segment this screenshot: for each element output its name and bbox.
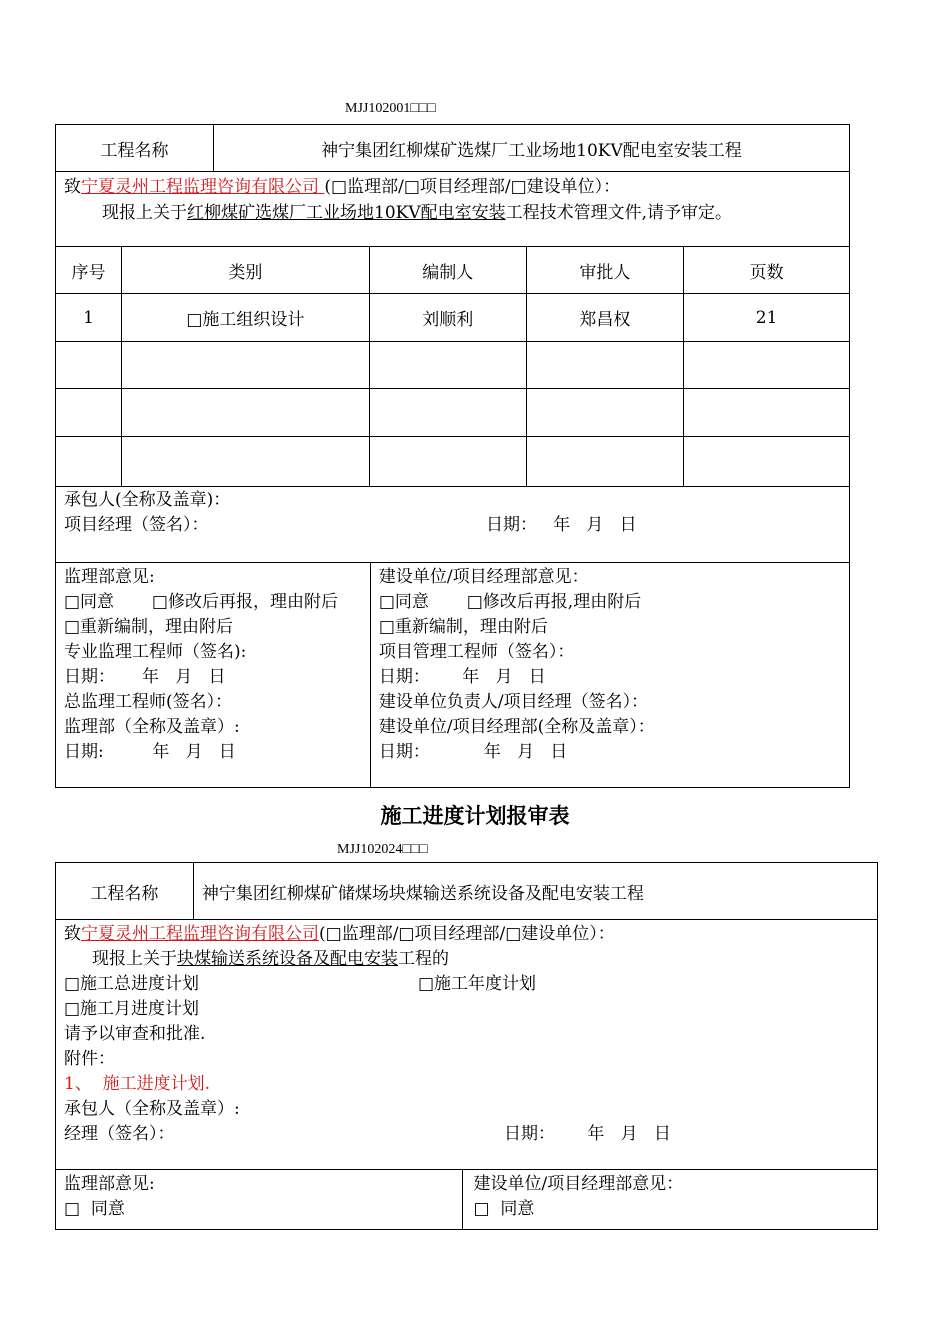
opinion-line: 建设单位/项目经理部(全称及盖章）：: [378, 717, 655, 737]
contractor-date: 日期： 年 月 日: [504, 1124, 671, 1144]
table-row: [56, 294, 850, 342]
cell-approver: 郑昌权: [526, 294, 684, 342]
cell-author: 刘顺利: [369, 294, 526, 342]
check-annual-schedule[interactable]: □施工年度计划: [418, 974, 537, 994]
report-prefix: 现报上关于: [92, 949, 177, 969]
to-prefix: 致: [64, 177, 81, 197]
opinion-line: 日期： 年 月 日: [64, 667, 226, 687]
manager-label: 经理（签名）：: [64, 1124, 175, 1144]
opinion-line: 监理部意见:: [64, 1174, 155, 1194]
supervisor-opinion: [56, 563, 371, 788]
check-monthly-schedule[interactable]: □施工月进度计划: [64, 999, 200, 1019]
cell-author: [369, 342, 526, 389]
cell-seq: [56, 437, 122, 487]
header-category: 类别: [121, 247, 369, 294]
table-header-row: [56, 247, 850, 294]
opinion-line: 日期： 年 月 日: [378, 667, 546, 687]
cell-seq: [56, 342, 122, 389]
cell-seq: 1: [56, 294, 122, 342]
contractor-label: 承包人(全称及盖章)：: [64, 490, 231, 510]
cell-approver: [526, 437, 684, 487]
manager-label: 项目经理（签名）：: [64, 515, 209, 535]
opinion-line: □ 同意: [473, 1199, 535, 1219]
opinion-line: 建设单位/项目经理部意见：: [378, 567, 589, 587]
attachment-item: 1、 施工进度计划.: [64, 1074, 211, 1094]
owner-opinion: [463, 1170, 878, 1230]
table-row: [56, 389, 850, 437]
report-subject: 红柳煤矿选煤厂工业场地10KV配电室安装: [187, 203, 506, 223]
report-suffix: 工程的: [398, 949, 449, 969]
request-text: 请予以审查和批准.: [64, 1024, 206, 1044]
contractor-label: 承包人（全称及盖章）:: [64, 1099, 240, 1119]
form1-code: MJJ102001□□□: [345, 101, 436, 116]
form2-title: 施工进度计划报审表: [380, 804, 570, 828]
supervisor-company: 宁夏灵州工程监理咨询有限公司: [81, 924, 319, 944]
project-name: 神宁集团红柳煤矿选煤厂工业场地10KV配电室安装工程: [213, 125, 849, 172]
contractor-date: 日期： 年 月 日: [486, 515, 637, 535]
cell-category: [121, 437, 369, 487]
submission-cell: [56, 172, 850, 247]
supervisor-opinion: [56, 1170, 463, 1230]
opinion-line: 监理部意见:: [64, 567, 155, 587]
report-suffix: 工程技术管理文件,请予审定。: [505, 203, 733, 223]
submission-cell: [56, 920, 878, 1170]
header-author: 编制人: [369, 247, 526, 294]
cell-category: [121, 342, 369, 389]
opinion-line: 专业监理工程师（签名):: [64, 642, 247, 662]
table-row: [56, 342, 850, 389]
cell-approver: [526, 342, 684, 389]
opinion-line: 建设单位/项目经理部意见：: [473, 1174, 684, 1194]
opinion-line: 监理部（全称及盖章）:: [64, 717, 240, 737]
report-prefix: 现报上关于: [102, 203, 187, 223]
form1-table: [55, 124, 850, 788]
opinion-line: □同意 □修改后再报,理由附后: [378, 592, 642, 612]
form2-table: [55, 862, 878, 1230]
cell-seq: [56, 389, 122, 437]
check-total-schedule[interactable]: □施工总进度计划: [64, 974, 200, 994]
opinion-line: 总监理工程师(签名）：: [64, 692, 233, 712]
cell-category: □施工组织设计: [121, 294, 369, 342]
project-label: 工程名称: [56, 863, 194, 920]
cell-pages: [684, 389, 850, 437]
opinion-line: □重新编制，理由附后: [64, 617, 234, 637]
cell-author: [369, 389, 526, 437]
cell-pages: [684, 342, 850, 389]
cell-category: [121, 389, 369, 437]
opinion-line: 项目管理工程师（签名）：: [378, 642, 575, 662]
to-prefix: 致: [64, 924, 81, 944]
header-approver: 审批人: [526, 247, 684, 294]
project-name: 神宁集团红柳煤矿储煤场块煤输送系统设备及配电安装工程: [193, 863, 877, 920]
opinion-line: 日期: 年 月 日: [64, 742, 236, 762]
contractor-cell: [56, 487, 850, 563]
opinion-line: □ 同意: [64, 1199, 125, 1219]
cell-pages: [684, 437, 850, 487]
recipient-options: (□监理部/□项目经理部/□建设单位）：: [319, 924, 615, 944]
cell-pages: 21: [684, 294, 850, 342]
header-seq: 序号: [56, 247, 122, 294]
opinion-line: 建设单位负责人/项目经理（签名）：: [378, 692, 649, 712]
owner-opinion: [370, 563, 849, 788]
opinion-line: □同意 □修改后再报，理由附后: [64, 592, 338, 612]
recipient-options: (□监理部/□项目经理部/□建设单位）：: [324, 177, 621, 197]
project-label: 工程名称: [56, 125, 214, 172]
opinion-line: 日期： 年 月 日: [378, 742, 568, 762]
table-row: [56, 437, 850, 487]
form2-code: MJJ102024□□□: [337, 842, 428, 857]
cell-approver: [526, 389, 684, 437]
supervisor-company: 宁夏灵州工程监理咨询有限公司: [81, 177, 325, 197]
opinion-line: □重新编制，理由附后: [378, 617, 548, 637]
attachment-label: 附件：: [64, 1049, 115, 1069]
cell-author: [369, 437, 526, 487]
report-subject: 块煤输送系统设备及配电安装: [177, 949, 398, 969]
header-pages: 页数: [684, 247, 850, 294]
